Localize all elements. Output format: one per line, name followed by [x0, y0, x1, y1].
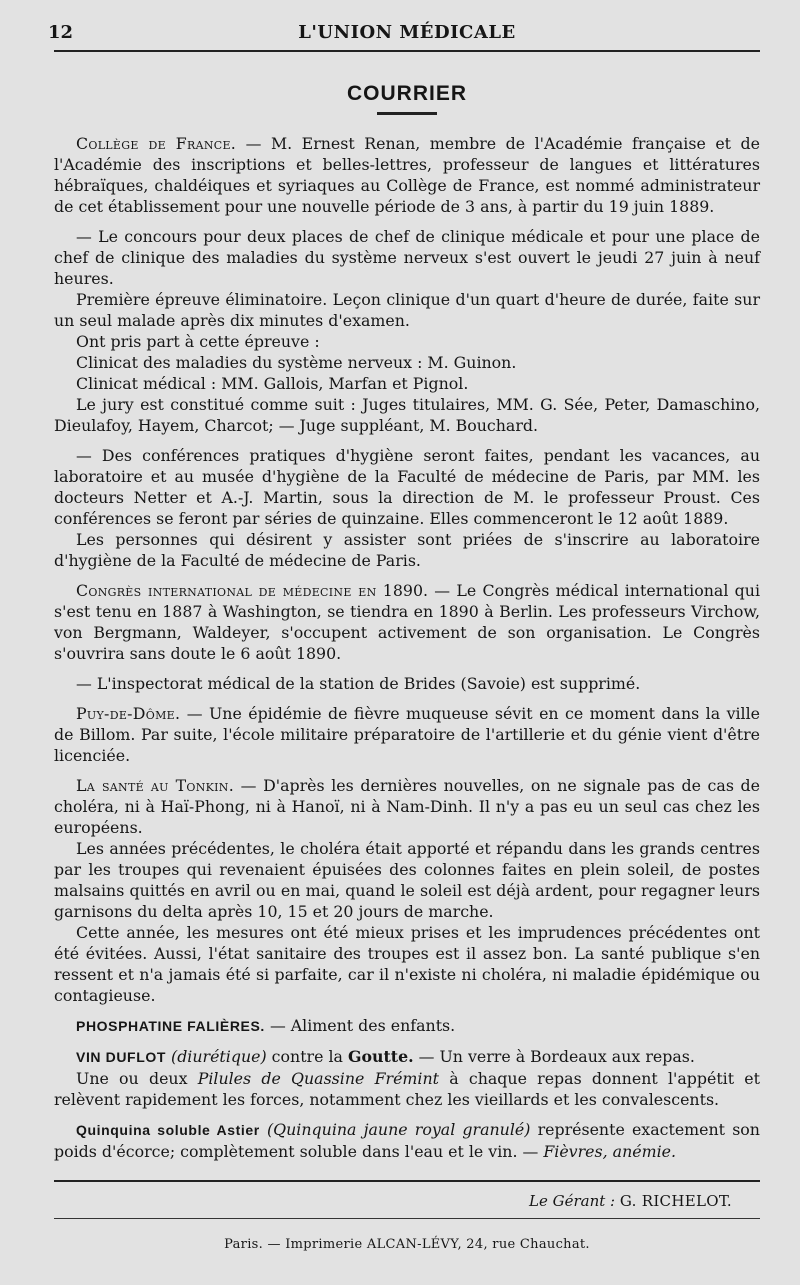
concours-ont-pris: Ont pris part à cette épreuve : [76, 332, 320, 351]
ad-pilules-name: Pilules de Quassine Frémint [197, 1069, 439, 1088]
ad-pilules-text: à chaque repas donnent l'appétit et relèvent rapidement les forces, notamment chez les vieillards et les convalescents. [54, 1069, 760, 1109]
page-number: 12 [48, 22, 74, 43]
puy-de-dome-label: Puy-de-Dôme. [76, 704, 181, 723]
congres-paragraph [54, 580, 760, 664]
header-rule [54, 50, 760, 52]
ad-quinquina-fievres: Fièvres, anémie. [543, 1142, 676, 1161]
ad-vin-goutte: Goutte. [347, 1047, 414, 1066]
ad-vin-text: — Un verre à Bordeaux aux repas. [413, 1047, 695, 1066]
puy-de-dome-paragraph [54, 703, 760, 766]
ad-vin-name: VIN DUFLOT [76, 1049, 166, 1065]
ad-quinquina [54, 1119, 760, 1162]
ad-phosphatine [54, 1015, 760, 1037]
ad-vin-duflot [54, 1046, 760, 1068]
congres-label: Congrès international de médecine en [76, 581, 377, 600]
ad-phosphatine-text: — Aliment des enfants. [269, 1016, 456, 1035]
concours-clinicat-medical: Clinicat médical : MM. Gallois, Marfan et Pignol. [76, 374, 469, 393]
concours-epreuve: Première épreuve éliminatoire. Leçon clinique d'un quart d'heure de durée, faite sur un seul malade après dix minutes d'examen. [54, 290, 760, 330]
ad-pilules [54, 1068, 760, 1110]
college-label: Collège de France. [76, 134, 237, 153]
ad-vin-mid: contre la [266, 1047, 348, 1066]
college-paragraph [54, 133, 760, 217]
ad-quinquina-name: Quinquina soluble Astier [76, 1122, 260, 1138]
conferences-inscription: Les personnes qui désirent y assister sont priées de s'inscrire au laboratoire d'hygiène de la Faculté de médecine de Paris. [54, 530, 760, 570]
inspectorat-paragraph: — L'inspectorat médical de la station de Brides (Savoie) est supprimé. [76, 674, 641, 693]
congres-text: 1890. — Le Congrès médical international qui s'est tenu en 1887 à Washington, se tiendra en 1890 à Berlin. Les professeurs Virchow, von Bergmann, Waldeyer, s'occupent activement de son organisation. Le Congrès s'ouvrira sans doute le 6 août 1890. [54, 581, 760, 663]
concours-intro: — Le concours pour deux places de chef de clinique médicale et pour une place de chef de clinique des maladies du système nerveux s'est ouvert le jeudi 27 juin à neuf heures. [54, 227, 760, 288]
concours-jury: Le jury est constitué comme suit : Juges titulaires, MM. G. Sée, Peter, Damaschino, Dieulafoy, Hayem, Charcot; — Juge suppléant, M. Bouchard. [54, 395, 760, 435]
tonkin-cette-annee: Cette année, les mesures ont été mieux prises et les imprudences précédentes ont été évitées. Aussi, l'état sanitaire des troupes est il assez bon. La santé publique s'en ressent et n'a jamais été si parfaite, car il n'existe ni choléra, ni maladie épidémique ou contagieuse. [54, 923, 760, 1005]
tonkin-text: — D'après les dernières nouvelles, on ne signale pas de cas de choléra, ni à Haï-Phong, ni à Hanoï, ni à Nam-Dinh. Il n'y a pas eu un seul cas chez les européens. [54, 776, 760, 837]
tonkin-label: La santé au Tonkin. [76, 776, 235, 795]
conferences-paragraph: — Des conférences pratiques d'hygiène seront faites, pendant les vacances, au laboratoire et au musée d'hygiène de la Faculté de médecine de Paris, par MM. les docteurs Netter et A.-J. Martin, sous la direction de M. le professeur Proust. Ces conférences se feront par séries de quinzaine. Elles commenceront le 12 août 1889. [54, 446, 760, 528]
section-title: COURRIER [346, 82, 467, 105]
puy-de-dome-text: — Une épidémie de fièvre muqueuse sévit en ce moment dans la ville de Billom. Par suite, l'école militaire préparatoire de l'artillerie et du génie vient d'être licenciée. [54, 704, 760, 765]
title-underline [377, 112, 437, 115]
college-text: — M. Ernest Renan, membre de l'Académie française et de l'Académie des inscriptions et belles-lettres, professeur de langues et littératures hébraïques, chaldéiques et syriaques au Collège de France, est nommé administrateur de cet établissement pour une nouvelle période de 3 ans, à partir du 19 juin 1889. [54, 134, 760, 216]
ad-pilules-pre: Une ou deux [76, 1069, 198, 1088]
concours-clinicat-nerveux: Clinicat des maladies du système nerveux : M. Guinon. [76, 353, 517, 372]
tonkin-paragraph [54, 775, 760, 838]
journal-title: L'UNION MÉDICALE [298, 22, 516, 43]
imprint-line: Paris. — Imprimerie ALCAN-LÉVY, 24, rue Chauchat. [224, 1237, 590, 1252]
gerant-name: G. RICHELOT. [619, 1192, 732, 1210]
ad-vin-diuretique: (diurétique) [171, 1047, 267, 1066]
footer-rule [54, 1180, 760, 1182]
gerant-line [54, 1192, 760, 1210]
ad-quinquina-text: représente exactement son poids d'écorce; complètement soluble dans l'eau et le vin. — [54, 1120, 760, 1161]
tonkin-annees: Les années précédentes, le choléra était apporté et répandu dans les grands centres par les troupes qui revenaient épuisées des colonnes faites en plein soleil, de postes malsains quittés en avril ou en mai, quand le soleil est déjà ardent, pour regagner leurs garnisons du delta après 10, 15 et 20 jours de marche. [54, 839, 760, 921]
ad-quinquina-paren: (Quinquina jaune royal granulé) [267, 1120, 531, 1139]
gerant-label: Le Gérant : [528, 1192, 616, 1210]
footer-thin-rule [54, 1218, 760, 1219]
running-head [48, 14, 760, 44]
ad-phosphatine-name: PHOSPHATINE FALIÈRES. [76, 1018, 265, 1034]
